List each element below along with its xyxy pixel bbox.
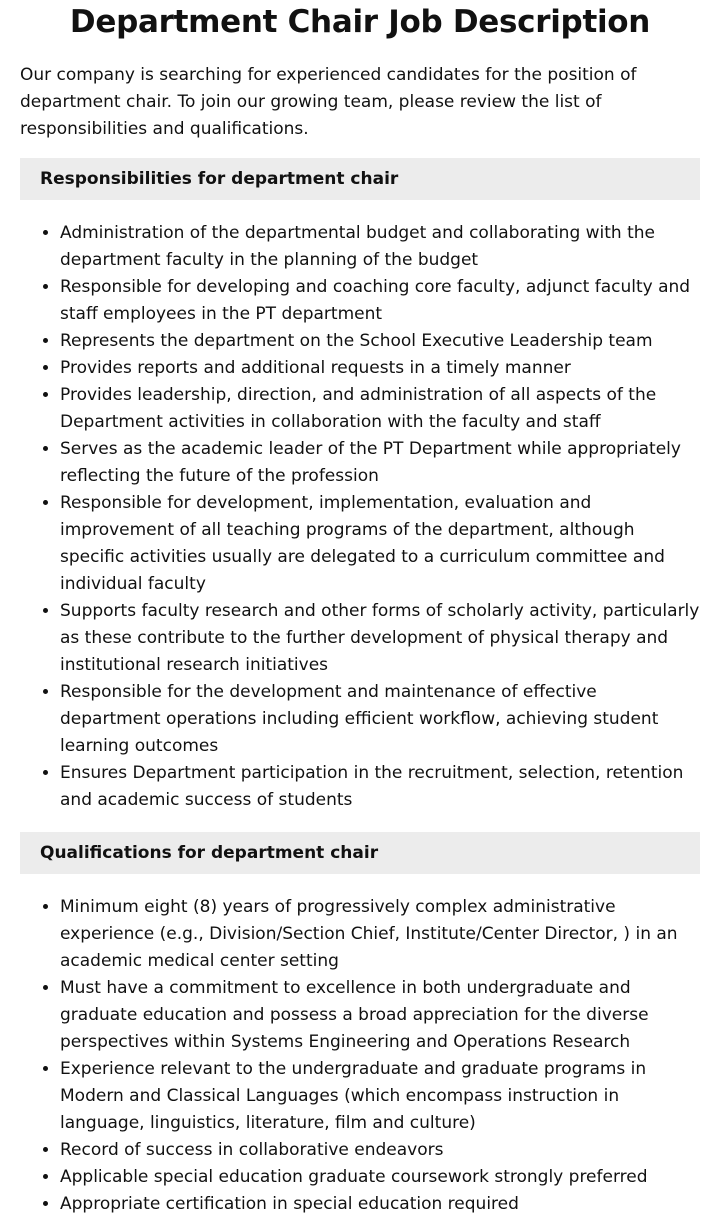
list-item: • Provides reports and additional requests in a timely manner [60,355,700,382]
list-item: • Minimum eight (8) years of progressively complex administrative experience (e.g., Division/Section Chief, Institute/Center Director, ) in an academic medical center setting [60,894,700,975]
list-item: • Ensures Department participation in the recruitment, selection, retention and academic success of students [60,760,700,814]
list-item: • Supports faculty research and other forms of scholarly activity, particularly as these contribute to the further development of physical therapy and institutional research initiatives [60,598,700,679]
list-item: • Responsible for development, implementation, evaluation and improvement of all teaching programs of the department, although specific activities usually are delegated to a curriculum committee and individual faculty [60,490,700,598]
intro-paragraph: Our company is searching for experienced candidates for the position of department chair. To join our growing team, please review the list of responsibilities and qualifications. [20,65,637,139]
page-title: Department Chair Job Description [69,4,651,40]
list-item: • Experience relevant to the undergraduate and graduate programs in Modern and Classical Languages (which encompass instruction in language, linguistics, literature, film and culture) [60,1056,700,1137]
list-item: • Serves as the academic leader of the PT Department while appropriately reflecting the future of the profession [60,436,700,490]
list-item: • Responsible for the development and maintenance of effective department operations including efficient workflow, achieving student learning outcomes [60,679,700,760]
list-item: • Appropriate certification in special education required [60,1191,700,1218]
qualifications-list [20,894,700,1218]
qualifications-heading: Qualifications for department chair [20,832,700,874]
list-item: • Applicable special education graduate coursework strongly preferred [60,1164,700,1191]
list-item: • Represents the department on the School Executive Leadership team [60,328,700,355]
list-item: • Must have a commitment to excellence in both undergraduate and graduate education and possess a broad appreciation for the diverse perspectives within Systems Engineering and Operations Research [60,975,700,1056]
list-item: • Record of success in collaborative endeavors [60,1137,700,1164]
list-item: • Administration of the departmental budget and collaborating with the department faculty in the planning of the budget [60,220,700,274]
list-item: • Responsible for developing and coaching core faculty, adjunct faculty and staff employees in the PT department [60,274,700,328]
responsibilities-heading: Responsibilities for department chair [20,158,700,200]
responsibilities-list [20,220,700,814]
list-item: • Provides leadership, direction, and administration of all aspects of the Department activities in collaboration with the faculty and staff [60,382,700,436]
